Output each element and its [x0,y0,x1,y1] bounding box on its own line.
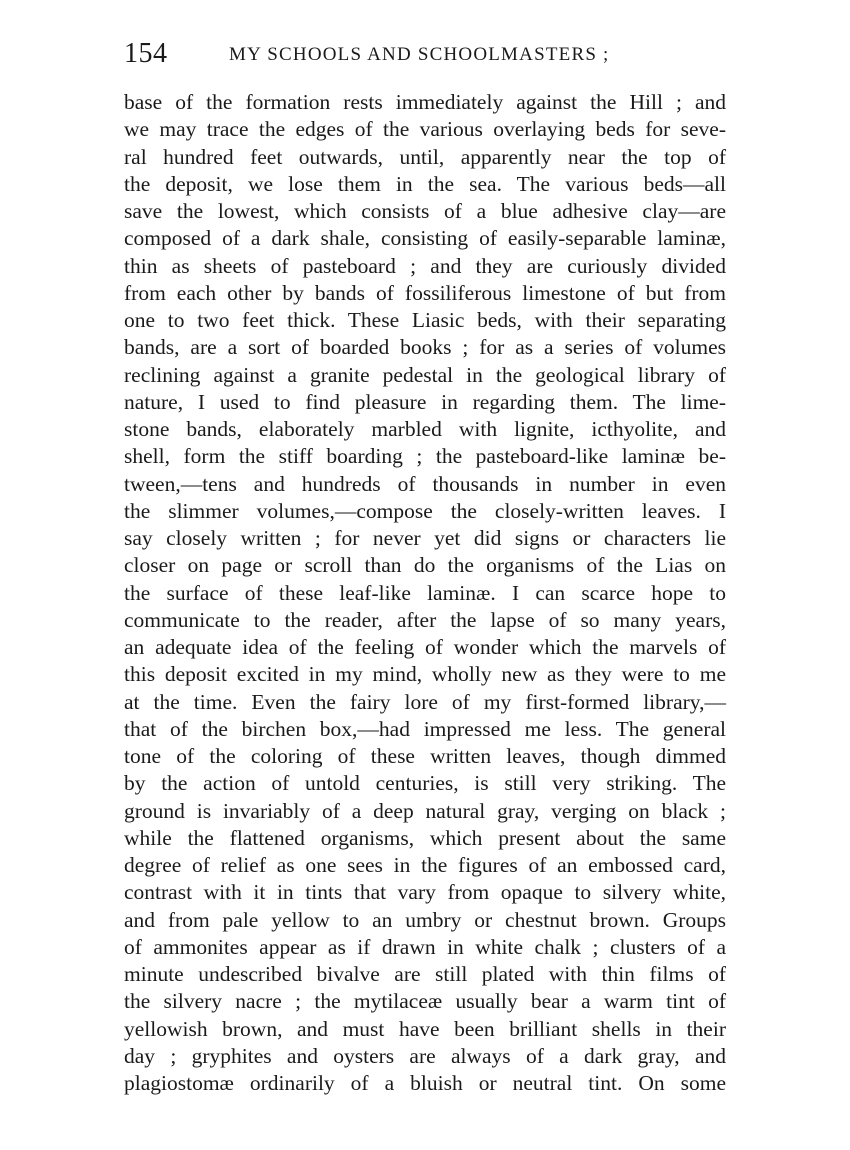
text-line: we may trace the edges of the various overlaying beds for seve- [124,117,726,142]
text-line: reclining against a granite pedestal in the geological library of [124,362,726,387]
text-line: the surface of these leaf-like laminæ. I can scarce hope to [124,580,726,605]
text-line: one to two feet thick. These Liasic beds, with their separating [124,308,726,332]
text-line: by the action of untold centuries, is still very striking. The [124,771,726,796]
text-line: composed of a dark shale, consisting of easily-separable laminæ, [124,226,726,251]
text-line: base of the formation rests immediately against the Hill ; and [124,90,726,114]
text-line: that of the birchen box,—had impressed me less. The general [124,716,726,741]
text-line: degree of relief as one sees in the figures of an embossed card, [124,853,726,877]
text-line: at the time. Even the fairy lore of my first-formed library,— [124,689,726,714]
text-line: ral hundred feet outwards, until, apparently near the top of [124,144,726,169]
text-line: save the lowest, which consists of a blue adhesive clay—are [124,199,726,223]
running-head: MY SCHOOLS AND SCHOOLMASTERS ; [229,44,610,65]
body-text [124,89,726,1097]
text-line: shell, form the stiff boarding ; the pasteboard-like laminæ be- [124,444,726,469]
text-line: the slimmer volumes,—compose the closely-written leaves. I [124,498,726,523]
text-line: plagiostomæ ordinarily of a bluish or neutral tint. On some [124,1071,726,1095]
text-line: this deposit excited in my mind, wholly new as they were to me [124,662,726,687]
text-line: and from pale yellow to an umbry or chestnut brown. Groups [124,907,726,932]
text-line: ground is invariably of a deep natural gray, verging on black ; [124,798,726,823]
text-line: communicate to the reader, after the lapse of so many years, [124,607,726,632]
text-line: contrast with it in tints that vary from opaque to silvery white, [124,880,726,905]
text-line: minute undescribed bivalve are still plated with thin films of [124,962,726,986]
text-line: closer on page or scroll than do the organisms of the Lias on [124,553,726,578]
page-number: 154 [124,38,168,69]
text-line: thin as sheets of pasteboard ; and they are curiously divided [124,253,726,278]
page-header [124,38,724,74]
text-line: an adequate idea of the feeling of wonder which the marvels of [124,635,726,659]
text-line: bands, are a sort of boarded books ; for as a series of volumes [124,335,726,360]
text-line: while the flattened organisms, which present about the same [124,825,726,850]
text-line: the deposit, we lose them in the sea. The various beds—all [124,171,726,196]
text-line: from each other by bands of fossiliferous limestone of but from [124,280,726,305]
text-line: stone bands, elaborately marbled with lignite, icthyolite, and [124,417,726,441]
text-line: the silvery nacre ; the mytilaceæ usually bear a warm tint of [124,989,726,1014]
text-line: tone of the coloring of these written leaves, though dimmed [124,744,726,768]
text-line: of ammonites appear as if drawn in white chalk ; clusters of a [124,934,726,959]
text-line: tween,—tens and hundreds of thousands in number in even [124,471,726,496]
text-line: say closely written ; for never yet did signs or characters lie [124,526,726,550]
text-line: nature, I used to find pleasure in regarding them. The lime- [124,389,726,414]
text-line: day ; gryphites and oysters are always of a dark gray, and [124,1043,726,1068]
text-line: yellowish brown, and must have been brilliant shells in their [124,1016,726,1041]
